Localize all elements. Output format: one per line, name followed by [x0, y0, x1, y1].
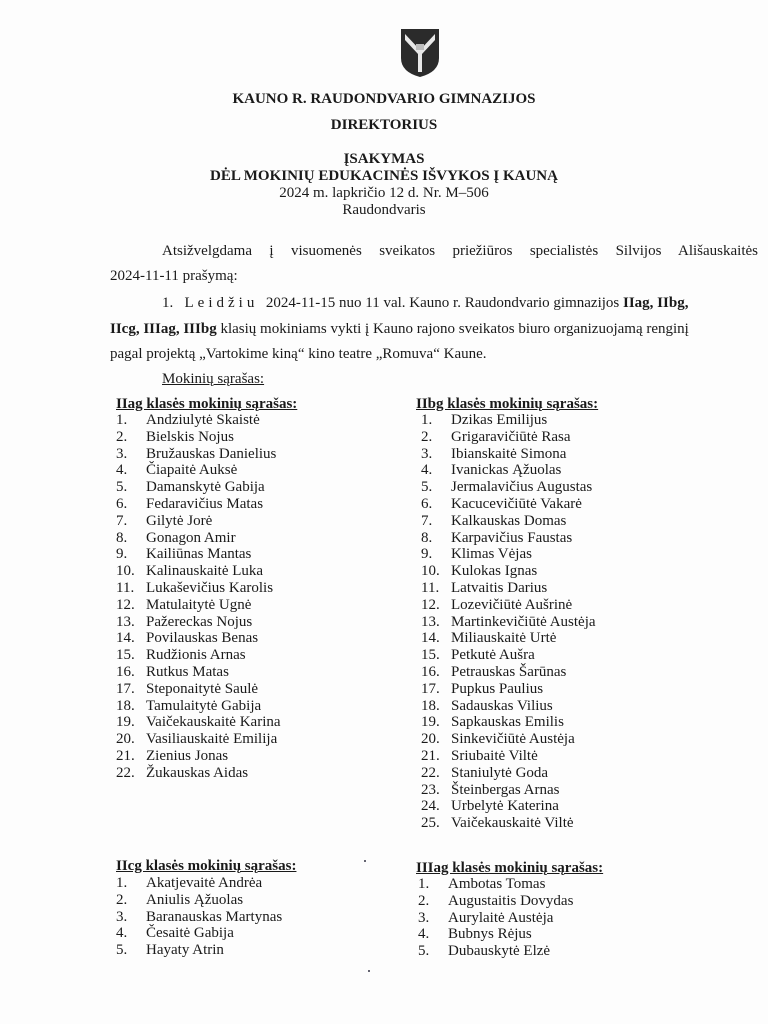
student-list-item: [116, 530, 281, 547]
student-number: 12.: [421, 596, 440, 613]
student-name: Jermalavičius Augustas: [451, 479, 593, 496]
student-name: Bubnys Rėjus: [448, 926, 532, 943]
student-name: Česaitė Gabija: [146, 925, 234, 942]
student-list-item: [116, 748, 281, 765]
item-verb: Leidžiu: [184, 295, 259, 311]
student-name: Aniulis Ąžuolas: [146, 891, 244, 908]
item-number: 1.: [162, 295, 174, 311]
student-number: 6.: [421, 495, 433, 512]
student-list-iibg: [421, 412, 596, 832]
student-name: Karpavičius Faustas: [451, 529, 573, 546]
student-number: 21.: [421, 747, 440, 764]
student-name: Petrauskas Šarūnas: [451, 663, 567, 680]
student-name: Sriubaitė Viltė: [451, 747, 538, 764]
student-name: Steponaitytė Saulė: [146, 680, 259, 697]
student-list-item: [116, 597, 281, 614]
student-name: Kacucevičiūtė Vakarė: [451, 495, 582, 512]
student-list-item: [421, 479, 596, 496]
student-number: 15.: [116, 647, 135, 664]
student-list-item: [116, 630, 281, 647]
student-name: Žukauskas Aidas: [146, 764, 249, 781]
student-number: 7.: [116, 512, 128, 529]
student-name: Augustaitis Dovydas: [448, 892, 574, 909]
student-number: 14.: [116, 630, 135, 647]
student-number: 6.: [116, 495, 128, 512]
document-place: Raudondvaris: [342, 202, 426, 218]
director-title: DIREKTORIUS: [330, 117, 438, 133]
item-line2-rest: klasių mokiniams vykti į Kauno rajono sveikatos biuro organizuojamą renginį: [220, 321, 689, 337]
student-list-item: [421, 765, 596, 782]
list-title-iiag: IIag klasės mokinių sąrašas:: [116, 396, 298, 412]
student-list-item: [116, 546, 281, 563]
student-number: 3.: [116, 908, 128, 925]
student-number: 18.: [116, 697, 135, 714]
student-number: 2.: [116, 891, 128, 908]
student-list-iiag: [116, 412, 281, 782]
student-number: 21.: [116, 747, 135, 764]
student-number: 20.: [421, 731, 440, 748]
student-list-item: [418, 910, 573, 927]
student-number: 10.: [421, 563, 440, 580]
student-name: Vaičekauskaitė Viltė: [451, 815, 574, 832]
student-list-item: [116, 942, 282, 959]
student-list-item: [421, 429, 596, 446]
student-name: Kailiūnas Mantas: [146, 546, 252, 563]
student-number: 5.: [116, 942, 128, 959]
student-list-item: [418, 893, 573, 910]
student-list-item: [116, 580, 281, 597]
student-number: 4.: [116, 925, 128, 942]
student-list-item: [116, 765, 281, 782]
student-number: 9.: [116, 546, 128, 563]
intro-line-2: 2024-11-11 prašymą:: [110, 268, 238, 284]
student-list-item: [116, 446, 281, 463]
student-list-item: [421, 782, 596, 799]
student-number: 19.: [421, 714, 440, 731]
student-list-item: [421, 513, 596, 530]
student-list-item: [116, 614, 281, 631]
student-list-item: [421, 647, 596, 664]
student-list-item: [421, 563, 596, 580]
student-number: 23.: [421, 781, 440, 798]
student-name: Ivanickas Ąžuolas: [451, 462, 562, 479]
student-list-item: [421, 546, 596, 563]
student-number: 1.: [116, 412, 128, 428]
student-name: Sadauskas Vilius: [451, 697, 553, 714]
student-number: 1.: [116, 875, 128, 891]
student-list-item: [421, 530, 596, 547]
student-name: Urbelytė Katerina: [451, 798, 559, 815]
student-name: Ibianskaitė Simona: [451, 445, 567, 462]
student-name: Vasiliauskaitė Emilija: [146, 731, 278, 748]
student-name: Akatjevaitė Andrėa: [146, 875, 263, 891]
student-list-item: [116, 563, 281, 580]
list-title-iicg: IIcg klasės mokinių sąrašas:: [116, 858, 297, 874]
student-list-item: [418, 876, 573, 893]
student-number: 12.: [116, 596, 135, 613]
student-number: 9.: [421, 546, 433, 563]
student-list-item: [421, 597, 596, 614]
document-date-number: 2024 m. lapkričio 12 d. Nr. M–506: [279, 185, 489, 201]
student-list-item: [421, 815, 596, 832]
student-list-item: [418, 943, 573, 960]
list-title-iibg: IIbg klasės mokinių sąrašas:: [416, 396, 599, 412]
student-name: Pupkus Paulius: [451, 680, 544, 697]
student-name: Latvaitis Darius: [451, 579, 548, 596]
student-number: 18.: [421, 697, 440, 714]
student-list-item: [421, 748, 596, 765]
student-name: Grigaravičiūtė Rasa: [451, 428, 571, 445]
student-list-item: [421, 731, 596, 748]
student-list-item: [421, 664, 596, 681]
student-number: 3.: [116, 445, 128, 462]
student-number: 15.: [421, 647, 440, 664]
student-name: Tamulaitytė Gabija: [146, 697, 262, 714]
item-line1-rest: 2024-11-15 nuo 11 val. Kauno r. Raudondvario gimnazijos: [265, 295, 620, 311]
item-classes-2: IIcg, IIIag, IIIbg: [110, 321, 217, 337]
student-number: 5.: [418, 943, 430, 960]
scan-speck: [364, 860, 366, 862]
document-type: ĮSAKYMAS: [343, 151, 425, 167]
student-list-item: [116, 412, 281, 429]
student-list-item: [116, 664, 281, 681]
student-number: 5.: [116, 479, 128, 496]
student-name: Matulaitytė Ugnė: [146, 596, 252, 613]
student-list-item: [116, 429, 281, 446]
student-name: Šteinbergas Arnas: [451, 781, 560, 798]
student-name: Martinkevičiūtė Austėja: [451, 613, 596, 630]
student-name: Miliauskaitė Urtė: [451, 630, 557, 647]
student-list-item: [116, 909, 282, 926]
student-number: 17.: [116, 680, 135, 697]
student-list-item: [421, 446, 596, 463]
student-number: 2.: [418, 892, 430, 909]
student-name: Rudžionis Arnas: [146, 647, 246, 664]
student-name: Bružauskas Danielius: [146, 445, 277, 462]
student-list-item: [421, 580, 596, 597]
student-list-item: [116, 714, 281, 731]
student-name: Damanskytė Gabija: [146, 479, 265, 496]
student-name: Hayaty Atrin: [146, 942, 224, 959]
student-number: 3.: [421, 445, 433, 462]
student-name: Sinkevičiūtė Austėja: [451, 731, 575, 748]
student-number: 14.: [421, 630, 440, 647]
student-number: 16.: [116, 663, 135, 680]
student-list-iicg: [116, 875, 282, 959]
student-name: Baranauskas Martynas: [146, 908, 283, 925]
student-name: Bielskis Nojus: [146, 428, 234, 445]
item-1-line-2: [110, 320, 758, 339]
item-classes-1: IIag, IIbg,: [623, 295, 689, 311]
student-number: 13.: [421, 613, 440, 630]
item-1-line-1: [162, 294, 758, 313]
student-number: 7.: [421, 512, 433, 529]
student-name: Kulokas Ignas: [451, 563, 538, 580]
student-name: Andziulytė Skaistė: [146, 412, 260, 428]
student-number: 1.: [418, 876, 430, 892]
student-name: Vaičekauskaitė Karina: [146, 714, 281, 731]
student-list-item: [116, 496, 281, 513]
student-number: 2.: [421, 428, 433, 445]
student-name: Kalinauskaitė Luka: [146, 563, 264, 580]
coat-of-arms-logo: [400, 28, 440, 78]
student-list-item: [116, 875, 282, 892]
student-number: 11.: [421, 579, 440, 596]
student-list-item: [421, 630, 596, 647]
student-name: Petkutė Aušra: [451, 647, 535, 664]
student-list-item: [418, 926, 573, 943]
student-name: Lukaševičius Karolis: [146, 579, 274, 596]
student-number: 11.: [116, 579, 135, 596]
student-list-iiiag: [418, 876, 573, 960]
student-number: 2.: [116, 428, 128, 445]
item-1-line-3: pagal projektą „Vartokime kiną“ kino teatre „Romuva“ Kaune.: [110, 346, 487, 362]
student-name: Klimas Vėjas: [451, 546, 532, 563]
student-list-item: [421, 412, 596, 429]
student-number: 8.: [421, 529, 433, 546]
student-name: Kalkauskas Domas: [451, 512, 567, 529]
student-number: 13.: [116, 613, 135, 630]
student-number: 19.: [116, 714, 135, 731]
students-label: Mokinių sąrašas:: [162, 371, 265, 387]
institution-name: KAUNO R. RAUDONDVARIO GIMNAZIJOS: [232, 91, 536, 107]
student-name: Staniulytė Goda: [451, 764, 549, 781]
student-number: 24.: [421, 798, 440, 815]
student-list-item: [421, 681, 596, 698]
student-number: 25.: [421, 815, 440, 832]
student-name: Lozevičiūtė Aušrinė: [451, 596, 573, 613]
student-list-item: [421, 798, 596, 815]
student-list-item: [116, 647, 281, 664]
student-list-item: [421, 496, 596, 513]
student-name: Dubauskytė Elzė: [448, 943, 551, 960]
student-number: 20.: [116, 731, 135, 748]
student-number: 17.: [421, 680, 440, 697]
list-title-iiiag: IIIag klasės mokinių sąrašas:: [416, 860, 604, 876]
student-number: 10.: [116, 563, 135, 580]
student-list-item: [116, 731, 281, 748]
student-number: 1.: [421, 412, 433, 428]
student-list-item: [116, 925, 282, 942]
student-name: Zienius Jonas: [146, 747, 229, 764]
student-list-item: [116, 513, 281, 530]
student-name: Ambotas Tomas: [448, 876, 546, 892]
student-number: 4.: [116, 462, 128, 479]
student-name: Čiapaitė Auksė: [146, 462, 238, 479]
student-name: Gonagon Amir: [146, 529, 236, 546]
student-list-item: [116, 698, 281, 715]
student-name: Gilytė Jorė: [146, 512, 213, 529]
student-number: 22.: [421, 764, 440, 781]
student-number: 4.: [421, 462, 433, 479]
student-list-item: [116, 479, 281, 496]
student-list-item: [421, 614, 596, 631]
student-name: Sapkauskas Emilis: [451, 714, 564, 731]
student-list-item: [421, 698, 596, 715]
student-list-item: [116, 892, 282, 909]
document-subject: DĖL MOKINIŲ EDUKACINĖS IŠVYKOS Į KAUNĄ: [210, 168, 558, 184]
student-name: Rutkus Matas: [146, 663, 229, 680]
student-name: Povilauskas Benas: [146, 630, 259, 647]
student-name: Dzikas Emilijus: [451, 412, 548, 428]
student-name: Pažereckas Nojus: [146, 613, 253, 630]
student-list-item: [116, 462, 281, 479]
student-number: 8.: [116, 529, 128, 546]
student-name: Aurylaitė Austėja: [448, 909, 554, 926]
student-list-item: [421, 462, 596, 479]
scan-speck: [368, 970, 370, 972]
intro-line-1: Atsižvelgdama į visuomenės sveikatos priežiūros specialistės Silvijos Ališauskaitės: [162, 243, 758, 259]
student-number: 5.: [421, 479, 433, 496]
student-number: 22.: [116, 764, 135, 781]
student-number: 3.: [418, 909, 430, 926]
student-list-item: [116, 681, 281, 698]
student-number: 16.: [421, 663, 440, 680]
student-number: 4.: [418, 926, 430, 943]
student-list-item: [421, 714, 596, 731]
student-name: Fedaravičius Matas: [146, 495, 264, 512]
